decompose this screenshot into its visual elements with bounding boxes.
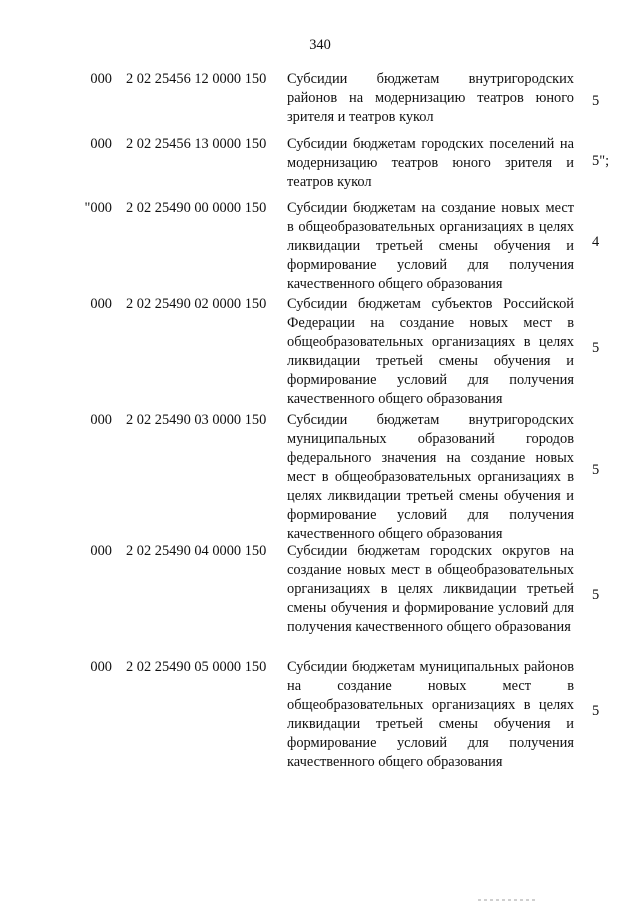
income-description: Субсидии бюджетам муниципальных районов на создание новых мест в общеобразовательных организациях в целях ликвидации третьей смены обучения и формирование условий для получения качественного общего образования [287,659,574,770]
amount-value: 5 [592,703,600,719]
income-description: Субсидии бюджетам городских поселений на модернизацию театров юного зрителя и театров кукол [287,136,574,190]
amount-value: 5 [592,93,600,109]
page-number: 340 [309,37,331,53]
admin-code: 000 [90,659,112,675]
budget-classification-code: 2 02 25456 12 0000 150 [126,71,267,87]
amount-value: 5"; [592,153,610,169]
income-description: Субсидии бюджетам городских округов на создание новых мест в общеобразовательных организациях в целях ликвидации третьей смены обучения и формирование условий для получения качественного общего образования [287,543,574,635]
amount-value: 5 [592,340,600,356]
amount-value: 5 [592,587,600,603]
admin-code: 000 [90,136,112,152]
income-description: Субсидии бюджетам на создание новых мест в общеобразовательных организациях в целях ликвидации третьей смены обучения и формирование условий для получения качественного общего образования [287,200,574,292]
budget-classification-code: 2 02 25490 02 0000 150 [126,296,267,312]
admin-code: 000 [90,412,112,428]
budget-classification-code: 2 02 25490 04 0000 150 [126,543,267,559]
budget-classification-code: 2 02 25490 03 0000 150 [126,412,267,428]
income-description: Субсидии бюджетам внутригородских районов на модернизацию театров юного зрителя и театров кукол [287,71,574,125]
budget-classification-code: 2 02 25456 13 0000 150 [126,136,267,152]
budget-classification-code: 2 02 25490 00 0000 150 [126,200,267,216]
scan-artifact [478,899,538,901]
admin-code: 000 [90,71,112,87]
income-description: Субсидии бюджетам внутригородских муниципальных образований городов федерального значения на создание новых мест в общеобразовательных организациях в целях ликвидации третьей смены обучения и формирование условий для получения качественного общего образования [287,412,574,542]
admin-code: 000 [90,296,112,312]
budget-classification-code: 2 02 25490 05 0000 150 [126,659,267,675]
amount-value: 4 [592,234,600,250]
admin-code: 000 [90,543,112,559]
admin-code: "000 [84,200,112,216]
income-description: Субсидии бюджетам субъектов Российской Федерации на создание новых мест в общеобразовательных организациях в целях ликвидации третьей смены обучения и формирование условий для получения качественного общего образования [287,296,574,407]
amount-value: 5 [592,462,600,478]
